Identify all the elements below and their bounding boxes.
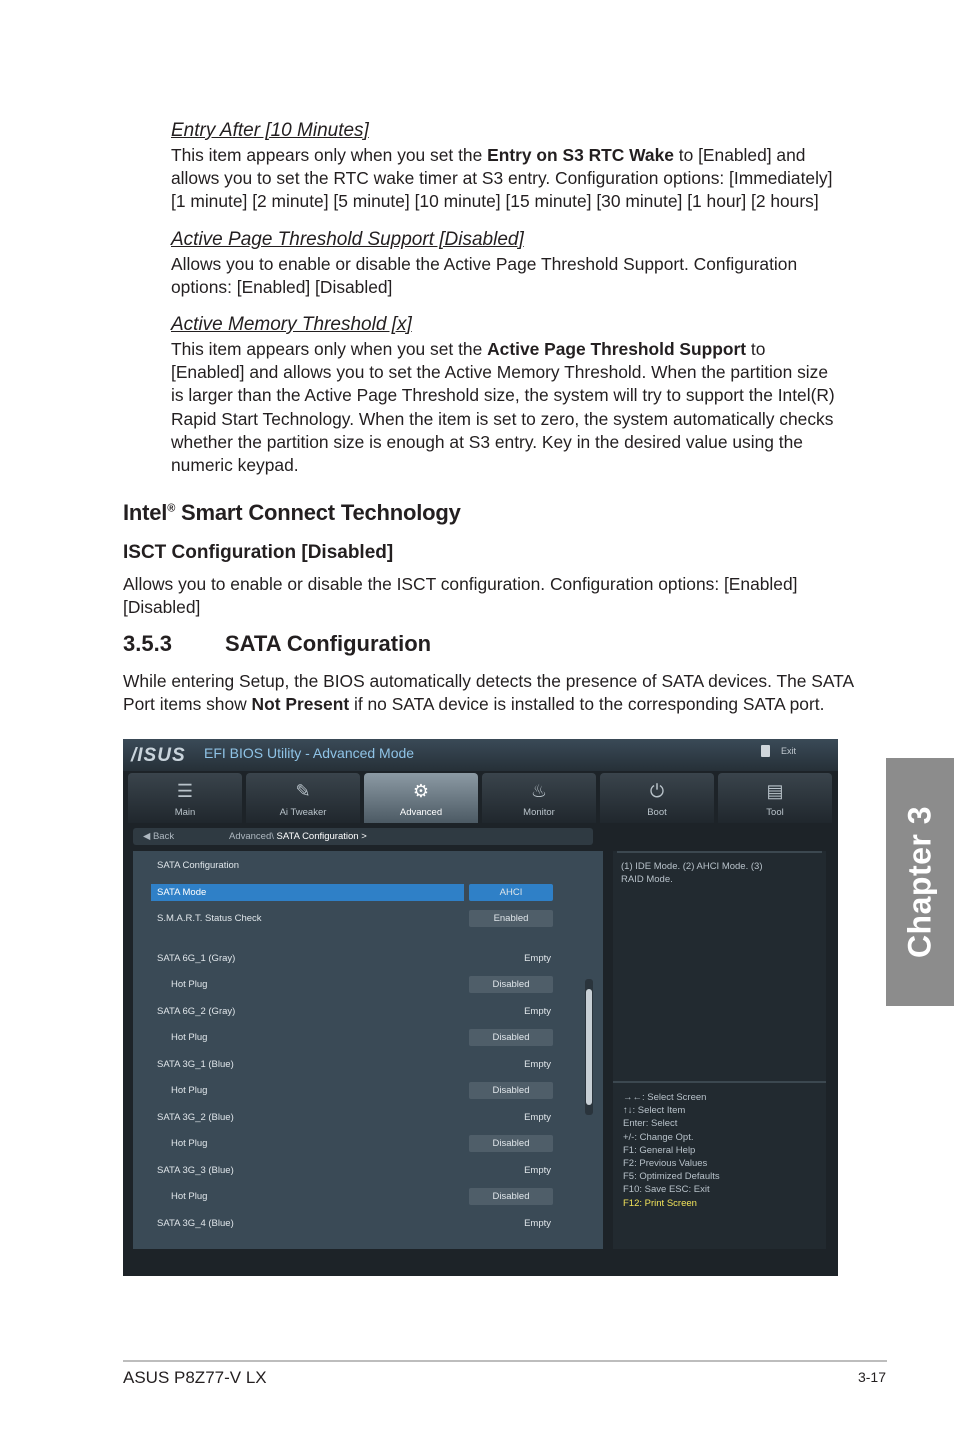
hot-plug-row[interactable]: Hot Plug Disabled xyxy=(133,1082,603,1099)
tab-monitor[interactable] xyxy=(482,773,596,823)
sata-port-row: SATA 6G_2 (Gray) Empty xyxy=(157,1006,551,1017)
key-hint: F10: Save ESC: Exit xyxy=(623,1184,710,1196)
asus-logo: /ISUS xyxy=(131,745,186,766)
isct-heading: ISCT Configuration [Disabled] xyxy=(123,542,394,563)
breadcrumb xyxy=(133,828,593,845)
sata-mode-row[interactable]: SATA Mode AHCI xyxy=(133,884,603,901)
bios-tabs xyxy=(127,773,834,825)
tab-boot[interactable] xyxy=(600,773,714,823)
tweaker-icon: ✎ xyxy=(295,781,311,801)
active-page-heading: Active Page Threshold Support [Disabled] xyxy=(171,229,524,250)
exit-button[interactable]: Exit xyxy=(780,746,796,756)
settings-pane xyxy=(133,851,603,1249)
entry-after-text: This item appears only when you set the Entry on S3 RTC Wake to [Enabled] and allows you to set the RTC wake timer at S3 entry. Configuration options: [Immediately] [1 minute] [2 minute] [5 minute] [10 minute] [15 minute] [30 minute] [1 hour] [2 hours] xyxy=(171,145,833,212)
hot-plug-row[interactable]: Hot Plug Disabled xyxy=(133,1029,603,1046)
sata-config-label-row: SATA Configuration xyxy=(157,860,240,871)
hot-plug-row[interactable]: Hot Plug Disabled xyxy=(133,1188,603,1205)
key-hint: F5: Optimized Defaults xyxy=(623,1171,720,1183)
entry-after-heading: Entry After [10 Minutes] xyxy=(171,120,369,141)
bios-screenshot xyxy=(123,739,838,1276)
tab-advanced[interactable] xyxy=(364,773,478,823)
footer-divider xyxy=(123,1360,887,1362)
breadcrumb-path: Advanced\ SATA Configuration > xyxy=(229,831,367,842)
active-memory-text: This item appears only when you set the Active Page Threshold Support to [Enabled] and allows you to set the Active Memory Threshold. When the partition size is larger than the Active Page Threshold size, the system will try to support the Intel(R) Rapid Start Technology. When the item is set to zero, the system automatically checks whether the partition size is enough at S3 entry. Key in the desired value using the numeric keypad. xyxy=(171,339,835,476)
footer-product: ASUS P8Z77-V LX xyxy=(123,1368,267,1387)
tab-ai-tweaker[interactable] xyxy=(246,773,360,823)
advanced-icon: ⚙ xyxy=(412,781,430,801)
tab-label: Boot xyxy=(647,807,667,818)
hot-plug-row[interactable]: Hot Plug Disabled xyxy=(133,976,603,993)
hot-plug-row[interactable]: Hot Plug Disabled xyxy=(133,1135,603,1152)
sata-mode-value[interactable]: AHCI xyxy=(469,884,553,901)
hot-plug-value[interactable]: Disabled xyxy=(469,976,553,993)
key-hint-print-screen: F12: Print Screen xyxy=(623,1197,697,1209)
sata-port-row: SATA 6G_1 (Gray) Empty xyxy=(157,953,551,964)
hot-plug-value[interactable]: Disabled xyxy=(469,1029,553,1046)
hot-plug-value[interactable]: Disabled xyxy=(469,1188,553,1205)
hot-plug-value[interactable]: Disabled xyxy=(469,1082,553,1099)
tab-label: Tool xyxy=(766,807,784,818)
chapter-tab: Chapter 3 xyxy=(886,758,954,1006)
key-hint: F1: General Help xyxy=(623,1144,696,1156)
tab-label: Ai Tweaker xyxy=(279,807,327,818)
help-description: (1) IDE Mode. (2) AHCI Mode. (3) RAID Mode. xyxy=(621,861,763,885)
sata-section-text: While entering Setup, the BIOS automatically detects the presence of SATA devices. The SATA Port items show Not Present if no SATA device is installed to the corresponding SATA port. xyxy=(123,671,855,715)
tab-tool[interactable] xyxy=(718,773,832,823)
smart-status-row[interactable]: S.M.A.R.T. Status Check Enabled xyxy=(133,910,603,927)
bios-title: EFI BIOS Utility - Advanced Mode xyxy=(204,745,415,761)
sata-port-row: SATA 3G_3 (Blue) Empty xyxy=(157,1165,551,1176)
key-hint: ↑↓: Select Item xyxy=(623,1105,686,1117)
isct-text: Allows you to enable or disable the ISCT configuration. Configuration options: [Enabled] [Disabled] xyxy=(123,574,798,618)
divider xyxy=(617,851,822,853)
hot-plug-value[interactable]: Disabled xyxy=(469,1135,553,1152)
exit-icon[interactable] xyxy=(761,745,770,757)
key-hint: →←: Select Screen xyxy=(623,1092,707,1103)
sata-port-row: SATA 3G_2 (Blue) Empty xyxy=(157,1112,551,1123)
tab-label: Main xyxy=(174,807,196,818)
sata-port-row: SATA 3G_4 (Blue) Empty xyxy=(157,1218,551,1229)
help-pane xyxy=(613,851,826,1249)
tool-icon: ▤ xyxy=(766,781,784,801)
monitor-icon: ♨ xyxy=(530,781,548,801)
active-memory-heading: Active Memory Threshold [x] xyxy=(171,314,412,335)
power-icon: ⏻ xyxy=(649,781,665,801)
key-hint: F2: Previous Values xyxy=(623,1158,708,1170)
tab-label: Advanced xyxy=(399,807,443,818)
scrollbar-thumb[interactable] xyxy=(586,989,592,1105)
footer-page-number: 3-17 xyxy=(857,1369,886,1385)
key-hint: Enter: Select xyxy=(623,1118,678,1130)
smart-status-value[interactable]: Enabled xyxy=(469,910,553,927)
back-button[interactable]: ◀ Back xyxy=(143,831,175,842)
divider xyxy=(613,1081,826,1083)
bios-title-bar xyxy=(123,739,838,771)
scrollbar[interactable] xyxy=(585,979,593,1115)
tab-main[interactable] xyxy=(128,773,242,823)
tab-label: Monitor xyxy=(523,807,555,818)
sata-section-title: 3.5.3 SATA Configuration xyxy=(123,631,432,656)
isct-section-title: Intel® Smart Connect Technology xyxy=(123,500,461,525)
sata-port-row: SATA 3G_1 (Blue) Empty xyxy=(157,1059,551,1070)
active-page-text: Allows you to enable or disable the Active Page Threshold Support. Configuration options: [Enabled] [Disabled] xyxy=(171,254,798,298)
list-icon: ☰ xyxy=(176,781,194,801)
key-legend xyxy=(623,1091,720,1210)
key-hint: +/-: Change Opt. xyxy=(623,1131,694,1143)
